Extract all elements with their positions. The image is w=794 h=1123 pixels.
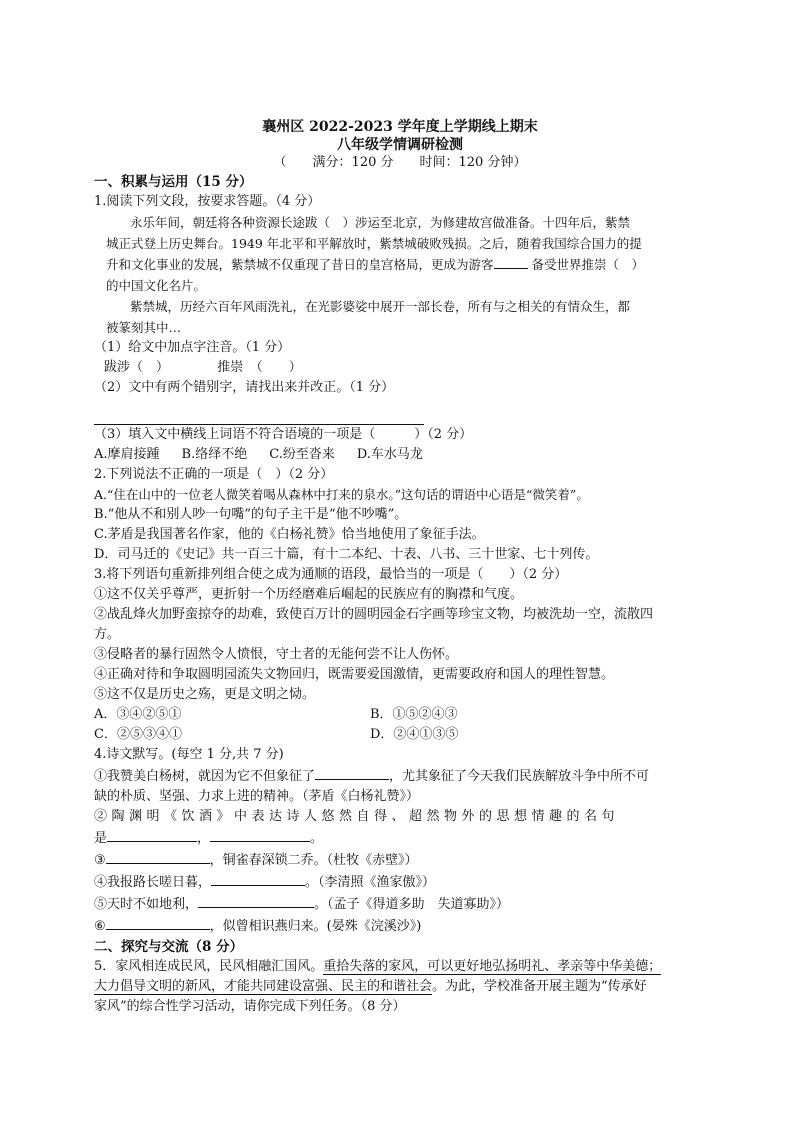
q4-text: 。: [310, 831, 324, 846]
option-d[interactable]: D.车水马龙: [356, 447, 423, 462]
q1-sub2: （2）文中有两个错别字，请找出来并改正。（1 分）: [94, 380, 395, 395]
q5-line2: [94, 977, 706, 997]
passage-line: 的中国文化名片。: [106, 278, 207, 293]
q1-sub3: （3）填入文中横线上词语不符合语境的一项是（ ）（2 分）: [94, 427, 473, 442]
q1-sub3-options: [94, 445, 706, 465]
option-c[interactable]: C.纷至沓来: [269, 447, 335, 462]
answer-line[interactable]: [94, 404, 424, 425]
q4-text: ⑥: [94, 919, 106, 934]
exam-page: [94, 118, 706, 1017]
q1-sub1: （1）给文中加点字注音。（1 分）: [94, 340, 291, 355]
score-info: （ 满分：120 分 时间：120 分钟）: [273, 155, 527, 170]
passage-line: [106, 254, 706, 275]
answer-blank[interactable]: [198, 893, 314, 908]
q4-text: ①我赞美白杨树，就因为它不但象征了: [94, 769, 316, 784]
q2-option-c[interactable]: C.茅盾是我国著名作家，他的《白杨礼赞》恰当地使用了象征手法。: [94, 527, 485, 542]
q3-sentence: ⑤这不仅是历史之殇，更是文明之恸。: [94, 687, 316, 702]
q3-option-b[interactable]: B．①⑤②④③: [370, 707, 458, 722]
q2-stem: 2.下列说法不正确的一项是（ ）（2 分）: [94, 467, 334, 482]
q4-line4: [94, 827, 706, 849]
q5-underlined: 大力倡导文明的新风，才能共同建设富强、民主的和谐社会: [94, 979, 433, 994]
option-a[interactable]: A.摩肩接踵: [94, 447, 160, 462]
q5-line3: 家风”的综合性学习活动，请你完成下列任务。（8 分）: [94, 999, 406, 1014]
passage-text: 升和文化事业的发展，紫禁城不仅重现了昔日的皇宫格局，更成为游客: [106, 257, 494, 272]
exam-title-line2: 八年级学情调研检测: [337, 137, 463, 153]
q4-line1: [94, 765, 706, 787]
q3-sentence: ④正确对待和争取圆明园流失文物回归，既需要爱国激情，更需要政府和国人的理性智慧。: [94, 667, 615, 682]
answer-blank[interactable]: [494, 254, 528, 269]
passage-line: 被篆刻其中…: [106, 320, 182, 335]
q5-text: 5．家风相连成民风，民风相融汇国风。: [94, 959, 324, 974]
answer-blank[interactable]: [107, 827, 197, 842]
pinyin-item: 跋涉（ ）: [104, 360, 170, 375]
q4-text: ③: [94, 853, 106, 868]
passage-text: 备受世界推崇（ ）: [527, 257, 644, 272]
q3-sentence: ③侵略者的暴行固然令人愤恨，守土者的无能何尝不让人伤怀。: [94, 647, 459, 662]
q3-option-c[interactable]: C．②⑤③④①: [94, 727, 182, 742]
q4-line6: [94, 871, 706, 893]
q4-line8: [94, 915, 706, 937]
q2-option-a[interactable]: A.“住在山中的一位老人微笑着喝从森林中打来的泉水。”这句话的谓语中心语是“微笑着”。: [94, 487, 589, 502]
q4-stem: 4.诗文默写。(每空 1 分,共 7 分): [94, 747, 284, 762]
answer-blank[interactable]: [106, 915, 210, 930]
passage-line: 城正式登上历史舞台。1949 年北平和平解放时，紫禁城破败残损。之后，随着我国综合国力的提: [106, 236, 642, 251]
exam-title-line1: 襄州区 2022-2023 学年度上学期线上期末: [262, 119, 538, 135]
pinyin-item: 推崇 （ ）: [217, 360, 302, 375]
q4-text: ⑤天时不如地利，: [94, 897, 199, 912]
q4-line7: [94, 893, 706, 915]
q4-text: ，: [197, 831, 211, 846]
q3-sentence: 方。: [94, 627, 121, 642]
q5-line1: [94, 957, 706, 977]
section2-heading: 二、探究与交流（8 分）: [94, 939, 244, 955]
q4-text: 。（孟子《得道多助 失道寡助》）: [314, 897, 510, 912]
q1-sub1-items: [94, 358, 706, 378]
q2-option-b[interactable]: B.“他从不和别人吵一句嘴”的句子主干是“他不吵嘴”。: [94, 507, 408, 522]
option-b[interactable]: B.络绎不绝: [181, 447, 248, 462]
answer-blank[interactable]: [211, 871, 305, 886]
q1-passage: [94, 212, 706, 338]
section1-heading: 一、积累与运用（15 分）: [94, 174, 253, 190]
q5-underlined: 重拾失落的家风，可以更好地弘扬明礼、孝亲等中华美德；: [323, 959, 662, 974]
q3-options-row1: [94, 705, 706, 725]
answer-blank[interactable]: [106, 849, 210, 864]
passage-line: 永乐年间，朝廷将各种资源长途跋（ ）涉运至北京，为修建故宫做准备。十四年后，紫禁: [130, 215, 631, 230]
q4-line5: [94, 849, 706, 871]
q4-text: 是: [94, 831, 108, 846]
q4-line2: 缺的朴质、坚强、力求上进的精神。（茅盾《白杨礼赞》）: [94, 789, 420, 804]
q3-sentence: ①这不仅关乎尊严，更折射一个历经磨难后崛起的民族应有的胸襟和气度。: [94, 587, 524, 602]
q4-text: ④我报路长嗟日暮，: [94, 875, 212, 890]
q3-sentence: ②战乱烽火加野蛮掠夺的劫难，致使百万计的圆明园金石字画等珍宝文物，均被洗劫一空，流散四: [94, 607, 654, 622]
answer-blank[interactable]: [315, 765, 389, 780]
q4-line3: ②陶渊明《饮酒》中表达诗人悠然自得、超然物外的思想情趣的名句: [94, 809, 620, 824]
q3-options-row2: [94, 725, 706, 745]
q1-stem: 1.阅读下列文段，按要求答题。（4 分）: [94, 194, 321, 209]
q2-option-d[interactable]: D．司马迁的《史记》共一百三十篇，有十二本纪、十表、八书、三十世家、七十列传。: [94, 547, 599, 562]
q4-text: 。（李清照《渔家傲》）: [305, 875, 436, 890]
q4-text: ，似曾相识燕归来。(晏殊《浣溪沙》): [209, 919, 422, 934]
q3-stem: 3.将下列语句重新排列组合使之成为通顺的语段，最恰当的一项是（ ）（2 分）: [94, 567, 568, 582]
q3-option-d[interactable]: D．②④①③⑤: [370, 727, 459, 742]
q4-text: ，铜雀春深锁二乔。（杜牧《赤壁》）: [209, 853, 418, 868]
passage-line: 紫禁城，历经六百年风雨洗礼，在光影婆娑中展开一部长卷，所有与之相关的有情众生，都: [130, 299, 631, 314]
q4-text: ，尤其象征了今天我们民族解放斗争中所不可: [389, 769, 650, 784]
answer-blank[interactable]: [210, 827, 310, 842]
q3-option-a[interactable]: A．③④②⑤①: [94, 707, 182, 722]
q5-text: 。为此，学校准备开展主题为“传承好: [432, 979, 647, 994]
